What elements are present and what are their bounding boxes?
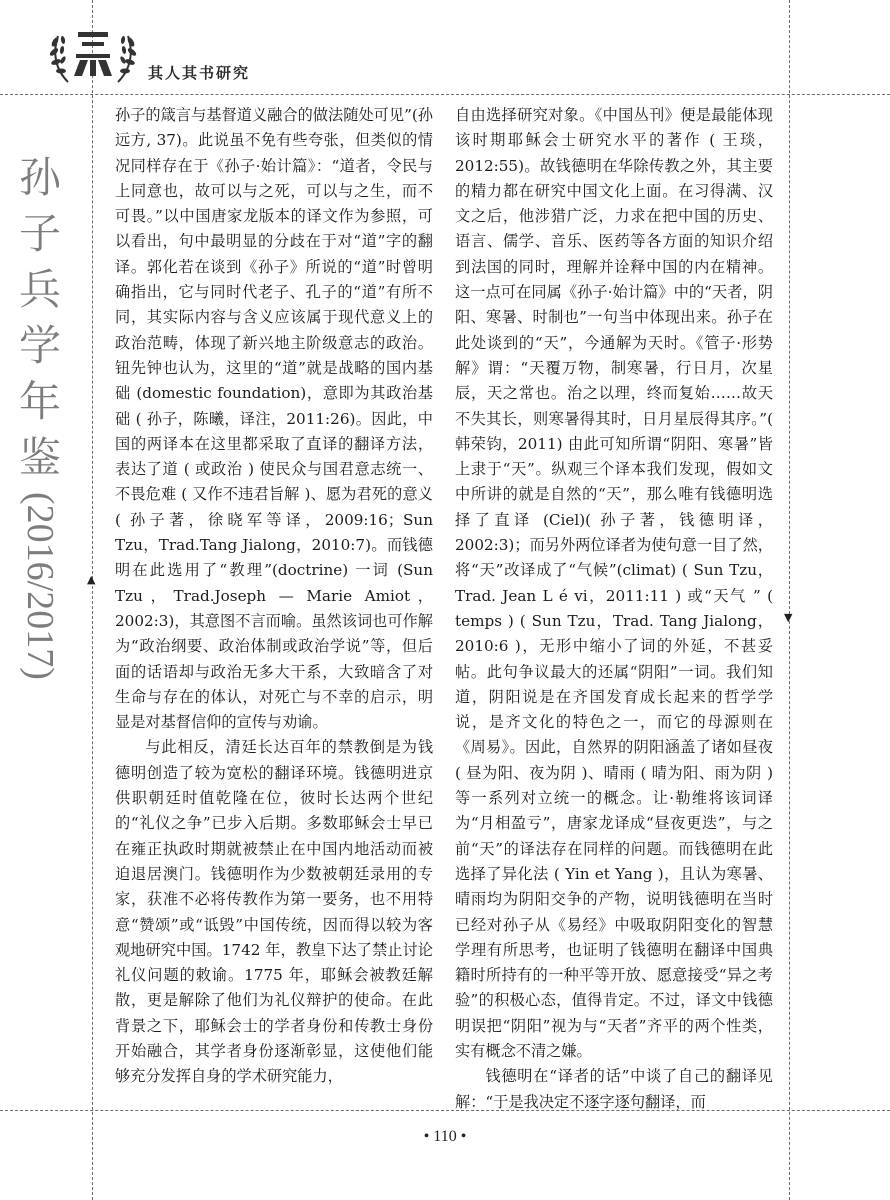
book-title-char: 孙 bbox=[18, 153, 61, 202]
paragraph: 钱德明在“译者的话”中谈了自己的翻译见解：“于是我决定不逐字逐句翻译，而 bbox=[455, 1067, 773, 1111]
header-dashed-rule bbox=[0, 94, 890, 95]
right-dashed-guide bbox=[789, 0, 790, 1200]
book-title-char: 兵 bbox=[18, 265, 61, 314]
right-text-column bbox=[455, 103, 773, 1115]
book-title-char: 子 bbox=[18, 209, 61, 258]
book-title-char: 年 bbox=[18, 377, 61, 426]
book-title-char: 鉴 bbox=[18, 433, 61, 482]
page-number: • 110 • bbox=[423, 1128, 467, 1145]
book-title-year: (2016/2017) bbox=[19, 492, 61, 680]
right-crop-marker-icon: ▼ bbox=[784, 611, 793, 624]
paragraph: 孙子的箴言与基督道义融合的做法随处可见”(孙远方, 37)。此说虽不免有些夸张，但类似的情况同样存在于《孙子·始计篇》：“道者，令民与上同意也，故可以与之死，可以与之生，而不可畏。”以中国唐家龙版本的译文作为参照，可以看出，句中最明显的分歧在于对“道”字的翻译。郭化若在谈到《孙子》所说的“道”时曾明确指出，它与同时代老子、孔子的“道”有所不同，其实际内容与含义应该属于现代意义上的政治范畴，体现了新兴地主阶级意志的政治。钮先钟也认为，这里的“道”就是战略的国内基础 (domestic foundation)，意即为其政治基础 ( 孙子，陈曦，译注，2011:26)。因此，中国的两译本在这里都采取了直译的翻译方法，表达了道 ( 或政治 ) 使民众与国君意志统一、不畏危难 ( 又作不违君旨解 )、愿为君死的意义 ( 孙子著，徐晓军等译，2009:16；Sun Tzu，Trad.Tang Jialong，2010:7)。而钱德明在此选用了“教理”(doctrine) 一词 (Sun Tzu，Trad.Joseph — Marie Amiot，2002:3)，其意图不言而喻。虽然该词也可作解为“政治纲要、政治体制或政治学说”等，但后面的话语却与政治无多大干系，大致暗含了对生命与存在的体认，对死亡与不幸的启示，明显是对基督信仰的宣传与劝谕。 bbox=[115, 106, 433, 732]
book-title-char: 学 bbox=[18, 321, 61, 370]
section-label: 其人其书研究 bbox=[148, 64, 251, 82]
left-text-column bbox=[115, 103, 433, 1090]
paragraph: 与此相反，清廷长达百年的禁教倒是为钱德明创造了较为宽松的翻译环境。钱德明进京供职朝廷时值乾隆在位，彼时长达两个世纪的“礼仪之争”已步入后期。多数耶稣会士早已在雍正执政时期就被禁止在中国内地活动而被迫退居澳门。钱德明作为少数被朝廷录用的专家，获准不必将传教作为第一要务，也不用特意“赞颂”或“诋毁”中国传统，因而得以较为客观地研究中国。1742 年，教皇下达了禁止讨论礼仪问题的敕谕。1775 年，耶稣会被教廷解散，更是解除了他们为礼仪辩护的使命。在此背景之下，耶稣会士的学者身份和传教士身份开始融合，其学者身份逐渐彰显，这使他们能够充分发挥自身的学术研究能力， bbox=[115, 738, 433, 1086]
paragraph: 自由选择研究对象。《中国丛刊》便是最能体现该时期耶稣会士研究水平的著作 ( 王琰，2012:55)。故钱德明在华除传教之外，其主要的精力都在研究中国文化上面。在习得满、汉文之后，他涉猎广泛，力求在把中国的历史、语言、儒学、音乐、医药等各方面的知识介绍到法国的同时，理解并诠释中国的内在精神。这一点可在同属《孙子·始计篇》中的“天者，阴阳、寒暑、时制也”一句当中体现出来。孙子在此处谈到的“天”，今通解为天时。《管子·形势解》谓：“天覆万物，制寒暑，行日月，次星辰，天之常也。治之以理，终而复始……故天不失其长，则寒暑得其时，日月星辰得其序。”( 韩荣钧，2011) 由此可知所谓“阴阳、寒暑”皆上隶于“天”。纵观三个译本我们发现，假如文中所讲的就是自然的“天”，那么唯有钱德明选择了直译 (Ciel)( 孙子著，钱德明译，2002:3)；而另外两位译者为使句意一目了然，将“天”改译成了“气候”(climat) ( Sun Tzu，Trad. Jean L é vi，2011:11 ) 或“天气 ” ( temps ) ( Sun Tzu，Trad. Tang Jialong，2010:6 )，无形中缩小了词的外延，不甚妥帖。此句争议最大的还属“阴阳”一词。我们知道，阴阳说是在齐国发育成长起来的哲学学说，是齐文化的特色之一，而它的母源则在《周易》。因此，自然界的阴阳涵盖了诸如昼夜 ( 昼为阳、夜为阴 )、晴雨 ( 晴为阳、雨为阴 ) 等一系列对立统一的概念。让·勒维将该词译为“月相盈亏”，唐家龙译成“昼夜更迭”，与之前“天”的译法存在同样的问题。而钱德明在此选择了异化法 ( Yin et Yang )，且认为寒暑、晴雨均为阴阳交争的产物，说明钱德明在当时已经对孙子从《易经》中吸取阴阳变化的智慧学理有所思考，也证明了钱德明在翻译中国典籍时所持有的一种平等开放、愿意接受“异之考验”的积极心态，值得肯定。不过，译文中钱德明误把“阴阳”视为与“天者”齐平的两个性类，实有概念不清之嫌。 bbox=[455, 106, 773, 1060]
book-title bbox=[0, 150, 80, 680]
left-dashed-guide bbox=[92, 0, 93, 1200]
laurel-emblem-icon bbox=[38, 10, 148, 90]
left-crop-marker-icon: ▲ bbox=[87, 573, 96, 586]
